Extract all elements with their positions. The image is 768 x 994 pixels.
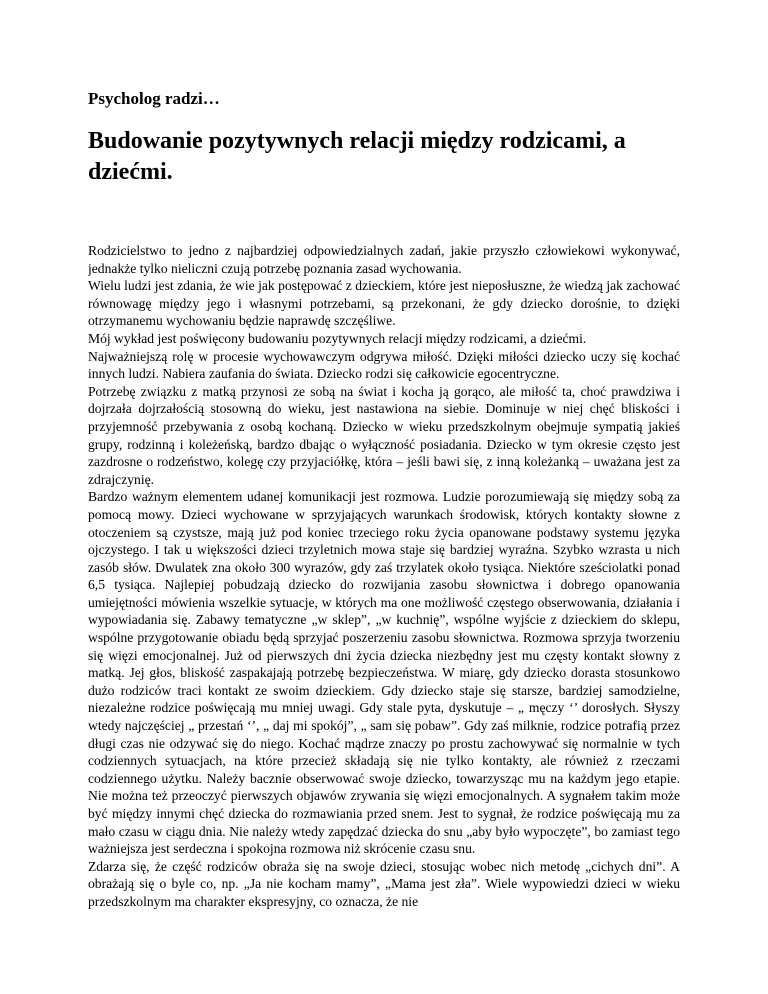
article-title: Budowanie pozytywnych relacji między rodzicami, a dziećmi. (88, 128, 626, 185)
body-paragraph: Rodzicielstwo to jedno z najbardziej odpowiedzialnych zadań, jakie przyszło człowiekowi wykonywać, jednakże tylko nieliczni czują potrzebę poznania zasad wychowania. (88, 243, 680, 276)
article-body (88, 242, 680, 911)
body-paragraph: Potrzebę związku z matką przynosi ze sobą na świat i kocha ją gorąco, ale miłość ta, choć prawdziwa i dojrzała dojrzałością stosowną do wieku, jest nastawiona na siebie. Dominuje w niej chęć bliskości i przyjemność przebywania z osobą kochaną. Dziecko w wieku przedszkolnym obejmuje sympatią jakieś grupy, rodzinną i koleżeńską, bardzo dbając o wyłączność posiadania. Dziecko w tym okresie często jest zazdrosne o rodzeństwo, kolegę czy przyjaciółkę, która – jeśli bawi się, z inną koleżanką – uważana jest za zdrajczynię. (88, 383, 680, 487)
body-paragraph: Najważniejszą rolę w procesie wychowawczym odgrywa miłość. Dzięki miłości dziecko uczy się kochać innych ludzi. Nabiera zaufania do świata. Dziecko rodzi się całkowicie egocentryczne. (88, 348, 680, 382)
column-kicker: Psycholog radzi… (88, 89, 220, 108)
body-paragraph: Wielu ludzi jest zdania, że wie jak postępować z dzieckiem, które jest nieposłuszne, że wiedzą jak zachować równowagę między jego i własnymi potrzebami, są przekonani, że gdy dziecko dorośnie, to dzięki otrzymanemu wychowaniu będzie naprawdę szczęśliwe. (88, 278, 680, 329)
body-paragraph: Bardzo ważnym elementem udanej komunikacji jest rozmowa. Ludzie porozumiewają się między sobą za pomocą mowy. Dzieci wychowane w sprzyjających warunkach środowisk, których kontakty słowne z otoczeniem są czystsze, mają już pod koniec trzeciego roku życia opanowane podstawy systemu języka ojczystego. I tak u większości dzieci trzyletnich mowa staje się bardziej wyraźna. Szybko wzrasta u nich zasób słów. Dwulatek zna około 300 wyrazów, gdy zaś trzylatek około tysiąca. Niektóre sześciolatki ponad 6,5 tysiąca. Najlepiej pobudzają dziecko do rozwijania zasobu słownictwa i dobrego opanowania umiejętności mówienia wszelkie sytuacje, w których ma one możliwość częstego obserwowania, działania i wypowiadania się. Zabawy tematyczne „w sklep”, „w kuchnię”, wspólne wyjście z dzieckiem do sklepu, wspólne przygotowanie obiadu będą sprzyjać poszerzeniu zasobu słownictwa. Rozmowa sprzyja tworzeniu się więzi emocjonalnej. Już od pierwszych dni życia dziecka niezbędny jest mu częsty kontakt słowny z matką. Jej głos, bliskość zaspakajają potrzebę bezpieczeństwa. W miarę, gdy dziecko dorasta stosunkowo dużo rodziców traci kontakt ze swoim dzieckiem. Gdy dziecko staje się starsze, bardziej samodzielne, niezależne rodzice poświęcają mu mniej uwagi. Gdy stale pyta, dyskutuje – „ męczy ‘’ dorosłych. Słyszy wtedy najczęściej „ przestań ‘’, „ daj mi spokój”, „ sam się pobaw”. Gdy zaś milknie, rodzice potrafią przez długi czas nie odzywać się do niego. Kochać mądrze znaczy po prostu zachowywać się normalnie w tych codziennych sytuacjach, na które przecież składają się nie tylko kontakty, ale również z rzeczami codziennego użytku. Należy bacznie obserwować swoje dziecko, towarzysząc mu na każdym jego etapie. Nie można też przeoczyć pierwszych objawów zrywania się więzi emocjonalnych. A sygnałem takim może być między innymi chęć dziecka do rozmawiania przed snem. Jest to sygnał, że rodzice poświęcają mu za mało czasu w ciągu dnia. Nie należy wtedy zapędzać dziecka do snu „aby było wypoczęte”, bo zamiast tego ważniejsza jest serdeczna i spokojna rozmowa niż skrócenie czasu snu. (88, 489, 680, 857)
body-paragraph: Zdarza się, że część rodziców obraża się na swoje dzieci, stosując wobec nich metodę „cichych dni”. A obrażają się o byle co, np. „Ja nie kocham mamy”, „Mama jest zła”. Wiele wypowiedzi dzieci w wieku przedszkolnym ma charakter ekspresyjny, co oznacza, że nie (88, 858, 680, 909)
body-paragraph: Mój wykład jest poświęcony budowaniu pozytywnych relacji między rodzicami, a dziećmi. (88, 330, 587, 346)
document-page (88, 0, 680, 994)
